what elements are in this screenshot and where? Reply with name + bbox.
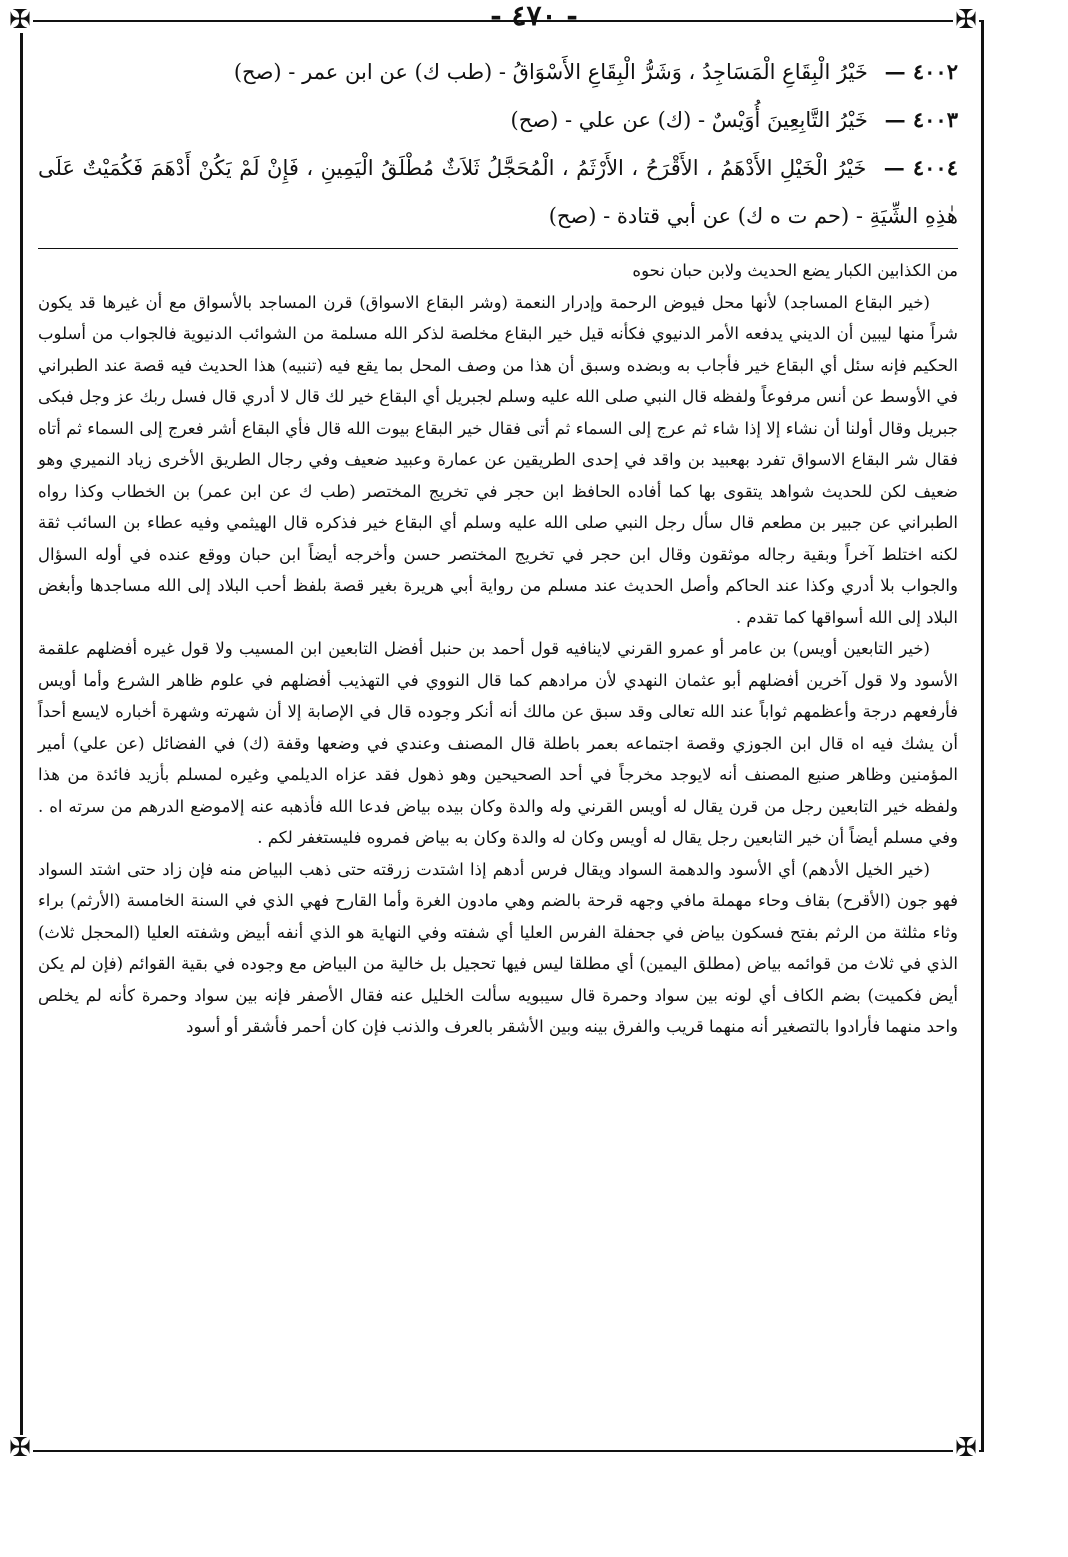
commentary-paragraph: (خير الخيل الأدهم) أي الأسود والدهمة السواد ويقال فرس أدهم إذا اشتدت زرقته حتى ذهب البياض منه فإن زاد حتى اشتد السواد فهو جون (الأقرح) بقاف وحاء مهملة مافي وجهه قرحة بالضم وهي مادون الغرة وأما القارح فهي الذي في السنة الخامسة (الأرثم) براء وثاء مثلثة من الرثم بفتح فسكون بياض في جحفلة الفرس العليا أي شفته وفي النهاية هو الذي أنفه أبيض وشفته العليا (المحجل ثلاث) الذي في ثلاث من قوائمه بياض (مطلق اليمين) أي مطلقا ليس فيها تحجيل بل خالية من البياض مع وجوده في بقية القوائم (فإن لم يكن أيض فكميت) بضم الكاف أي لونه بين سواد وحمرة قال سيبويه سألت الخليل عنه فقال الأصفر فإنه بين سواد وحمرة كأنه لم يخلص واحد منهما فأرادوا بالتصغير أنه منهما قريب والفرق بينه وبين الأشقر بالعرف والذنب فإن كان أحمر فأشقر أو أسود (38, 859, 958, 1036)
hadith-text: خَيْرُ الْخَيْلِ الأَدْهَمُ ، الأَقْرَحُ ، الأَرْثَمُ ، الْمُحَجَّلُ ثَلاَثٌ مُطْلَقُ الْيَمِينِ ، فَإِنْ لَمْ يَكُنْ أَدْهَمَ فَكُمَيْتٌ عَلَى هٰذِهِ الشِّيَةِ - (حم ت ه ك) عن أبي قتادة - (صح) (38, 156, 958, 228)
hadith-text: خَيْرُ التَّابِعِينَ أُوَيْسٌ - (ك) عن علي - (صح) (510, 108, 868, 132)
hadith-number: ٤٠٠٤ — (883, 155, 958, 180)
corner-ornament-icon: ✠ (953, 7, 979, 33)
hadith-entry (38, 96, 958, 144)
corner-ornament-icon: ✠ (953, 1435, 979, 1461)
hadith-entry (38, 144, 958, 240)
page-content (38, 48, 958, 1043)
commentary-paragraph: (خير البقاع المساجد) لأنها محل فيوض الرحمة وإدرار النعمة (وشر البقاع الاسواق) قرن المساجد بالأسواق مع أن غيرها قد يكون شراً منها ليبين أن الديني يدفعه الأمر الدنيوي فكأنه قيل خير البقاع مخلصة لذكر الله مسلمة من الشوائب الدنيوية فالجواب من أسلوب الحكيم فإنه سئل أي البقاع خير فأجاب به وبضده وسبق أن هذا من وصف المحل بما يقع فيه (تنبيه) هذا الحديث فيه قصة عند الطبراني في الأوسط عن أنس مرفوعاً ولفظه قال النبي صلى الله عليه وسلم لجبريل أي البقاع خير لك قال لا أدري قال فسل ربك عز وجل فبكى جبريل وقال أولنا أن نشاء إلا إذا شاء ثم عرج إلى السماء ثم أتى فقال خير البقاع بيوت الله قال فأي البقاع أشر فعرج إلى السماء ثم أتاه فقال شر البقاع الاسواق تفرد بهعبيد بن واقد في إحدى الطريقين عن عمارة وعبيد ضعيف وفي رجال الطريق الأخرى زياد النميري وهو ضعيف لكن للحديث شواهد يتقوى بها كما أفاده الحافظ ابن حجر في تخريج المختصر (طب ك عن ابن عمر) بن الخطاب وكذا رواه الطبراني عن جبير بن مطعم قال سأل رجل النبي صلى الله عليه وسلم أي البقاع خير فذكره قال الهيثمي وفيه عطاء بن السائب ثقة لكنه اختلط آخراً وبقية رجاله موثقون وقال ابن حجر في تخريج المختصر حسن وأخرجه أيضاً ابن حبان ووقع عنده في أوله السؤال والجواب بلا أدري وكذا عند الحاكم وأصل الحديث عند مسلم من رواية أبي هريرة بغير قصة بلفظ أحب البلاد إلى الله مساجدها وأبغض البلاد إلى الله أسواقها كما تقدم . (38, 292, 958, 627)
hadith-list (38, 48, 958, 240)
hadith-text: خَيْرُ الْبِقَاعِ الْمَسَاجِدُ ، وَشَرُّ الْبِقَاعِ الأَسْوَاقُ - (طب ك) عن ابن عمر - (صح) (233, 60, 868, 84)
hadith-number: ٤٠٠٢ — (884, 59, 958, 84)
commentary-paragraph: (خير التابعين أويس) بن عامر أو عمرو القرني لاينافيه قول أحمد بن حنبل أفضل التابعين ابن المسيب ولا قول غيره أفضلهم علقمة الأسود ولا قول آخرين أفضلهم أبو عثمان النهدي لأن مرادهم كما قال النووي في التهذيب أفضلهم في علوم ظاهر الشرع وأما أويس فأرفعهم درجة وأعظمهم ثواباً عند الله تعالى وقد سبق عن مالك أنه أنكر وجوده قال في الإصابة إلا أن شهرته وشهرة أخباره لايسع أحداً أن يشك فيه اه قال ابن الجوزي وقصة اجتماعه بعمر باطلة قال المصنف وعندي في وضعها وقفة (ك) في الفضائل (عن علي) أمير المؤمنين وظاهر صنيع المصنف أنه لايوجد مخرجاً في أحد الصحيحين وهو ذهول فقد عزاه الديلمي وغيره لمسلم بأزيد فائدة من هذا ولفظه خير التابعين رجل من قرن يقال له أويس القرني وله والدة وكان بيده بياض فدعا الله فأذهبه عنه إلاموضع الدرهم من سرته اه . وفي مسلم أيضاً أن خير التابعين رجل يقال له أويس وكان له والدة وكان به بياض فمروه فليستغفر لكم . (38, 639, 958, 847)
commentary-section (38, 255, 958, 1043)
corner-ornament-icon: ✠ (7, 1435, 33, 1461)
hadith-entry (38, 48, 958, 96)
commentary-paragraph: من الكذابين الكبار يضع الحديث ولابن حبان نحوه (632, 261, 958, 280)
hadith-number: ٤٠٠٣ — (884, 107, 958, 132)
page-number: - ٤٧٠ - (490, 0, 578, 32)
corner-ornament-icon: ✠ (7, 7, 33, 33)
section-divider (38, 248, 958, 249)
